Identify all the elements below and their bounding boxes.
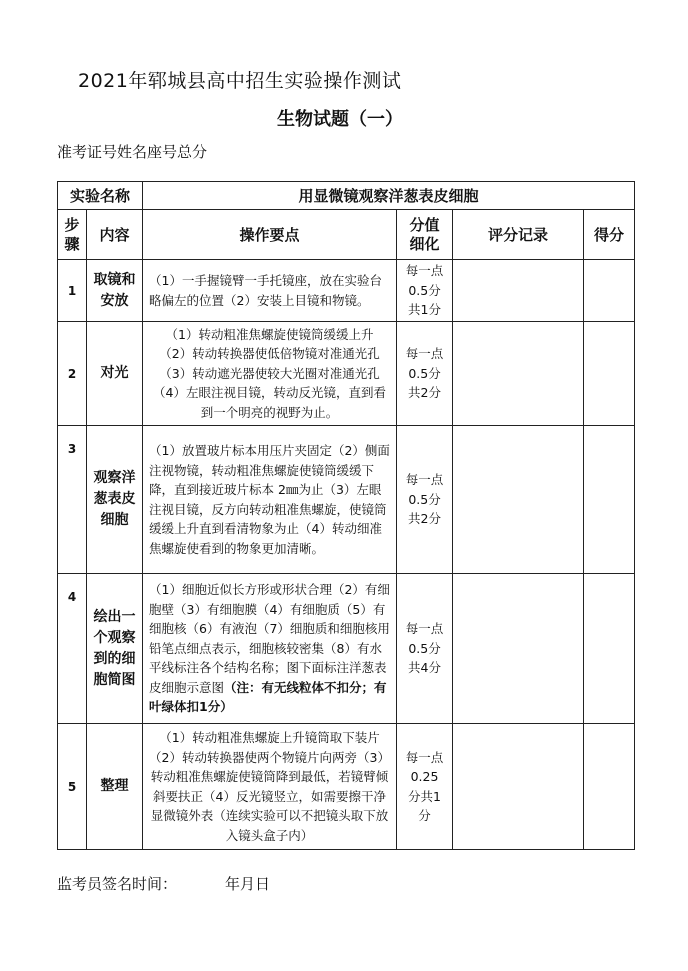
step-content: 观察洋葱表皮细胞 (87, 426, 143, 574)
step-number: 3 (58, 426, 87, 574)
step-points: （1）转动粗准焦螺旋使镜筒缓缓上升 （2）转动转换器使低倍物镜对准通光孔 （3）转动遮光器使较大光圈对准通光孔 （4）左眼注视目镜，转动反光镜，直到看到一个明亮的视野为止。 (143, 322, 397, 426)
step-detail: 每一点 0.5分 共2分 (397, 426, 453, 574)
step-detail: 每一点 0.5分 共4分 (397, 574, 453, 724)
step-number: 2 (58, 322, 87, 426)
signature-footer (57, 873, 270, 894)
step-detail: 每一点 0.5分 共2分 (397, 322, 453, 426)
score-cell[interactable] (584, 426, 635, 574)
scoring-table (57, 181, 635, 850)
date-label: 年月日 (225, 875, 271, 893)
table-row (58, 426, 635, 574)
signer-label: 监考员签名时间： (57, 875, 178, 893)
score-cell[interactable] (584, 724, 635, 850)
table-row (58, 574, 635, 724)
col-header-detail: 分值细化 (397, 210, 453, 260)
step-number: 4 (58, 574, 87, 724)
score-cell[interactable] (584, 322, 635, 426)
table-row (58, 260, 635, 322)
col-header-points: 操作要点 (143, 210, 397, 260)
table-row (58, 322, 635, 426)
step-content: 取镜和安放 (87, 260, 143, 322)
experiment-name-label: 实验名称 (58, 182, 143, 210)
col-header-content: 内容 (87, 210, 143, 260)
experiment-name-row (58, 182, 635, 210)
score-record-cell[interactable] (453, 426, 584, 574)
score-record-cell[interactable] (453, 260, 584, 322)
step-detail: 每一点 0.5分 共1分 (397, 260, 453, 322)
step-points: （1）放置玻片标本用压片夹固定（2）侧面注视物镜，转动粗准焦螺旋使镜筒缓缓下降，直到接近玻片标本 2㎜为止（3）左眼注视目镜，反方向转动粗准焦螺旋，使镜筒缓缓上升直到看清物象为止（4）转动细准焦螺旋使看到的物象更加清晰。 (143, 426, 397, 574)
step-points: （1）一手握镜臂一手托镜座，放在实验台略偏左的位置（2）安装上目镜和物镜。 (143, 260, 397, 322)
score-record-cell[interactable] (453, 574, 584, 724)
step-points-text: （1）细胞近似长方形或形状合理（2）有细胞壁（3）有细胞膜（4）有细胞质（5）有细胞核（6）有液泡（7）细胞质和细胞核用铅笔点细点表示，细胞核较密集（8）有水平线标注各个结构名称；图下面标注洋葱表皮细胞示意图 (149, 582, 390, 695)
page-subtitle: 生物试题（一） (277, 109, 403, 130)
col-header-step: 步骤 (58, 210, 87, 260)
step-number: 1 (58, 260, 87, 322)
step-detail: 每一点 0.25 分共1 分 (397, 724, 453, 850)
col-header-score: 得分 (584, 210, 635, 260)
candidate-info-line: 准考证号姓名座号总分 (57, 143, 208, 161)
step-points: （1）转动粗准焦螺旋上升镜筒取下装片（2）转动转换器使两个物镜片向两旁（3）转动粗准焦螺旋使镜筒降到最低，若镜臂倾斜要扶正（4）反光镜竖立，如需要擦干净显微镜外表（连续实验可以不把镜头取下放入镜头盒子内） (143, 724, 397, 850)
table-row (58, 724, 635, 850)
step-content: 对光 (87, 322, 143, 426)
col-header-record: 评分记录 (453, 210, 584, 260)
score-cell[interactable] (584, 574, 635, 724)
page-title: 2021年郓城县高中招生实验操作测试 (78, 70, 402, 92)
step-content: 整理 (87, 724, 143, 850)
step-content: 绘出一个观察到的细胞简图 (87, 574, 143, 724)
step-points (143, 574, 397, 724)
score-record-cell[interactable] (453, 724, 584, 850)
step-points-note: （注：有无线粒体不扣分；有叶绿体扣1分） (149, 679, 387, 715)
experiment-name-value: 用显微镜观察洋葱表皮细胞 (143, 182, 635, 210)
score-record-cell[interactable] (453, 322, 584, 426)
score-cell[interactable] (584, 260, 635, 322)
step-number: 5 (58, 724, 87, 850)
column-header-row (58, 210, 635, 260)
